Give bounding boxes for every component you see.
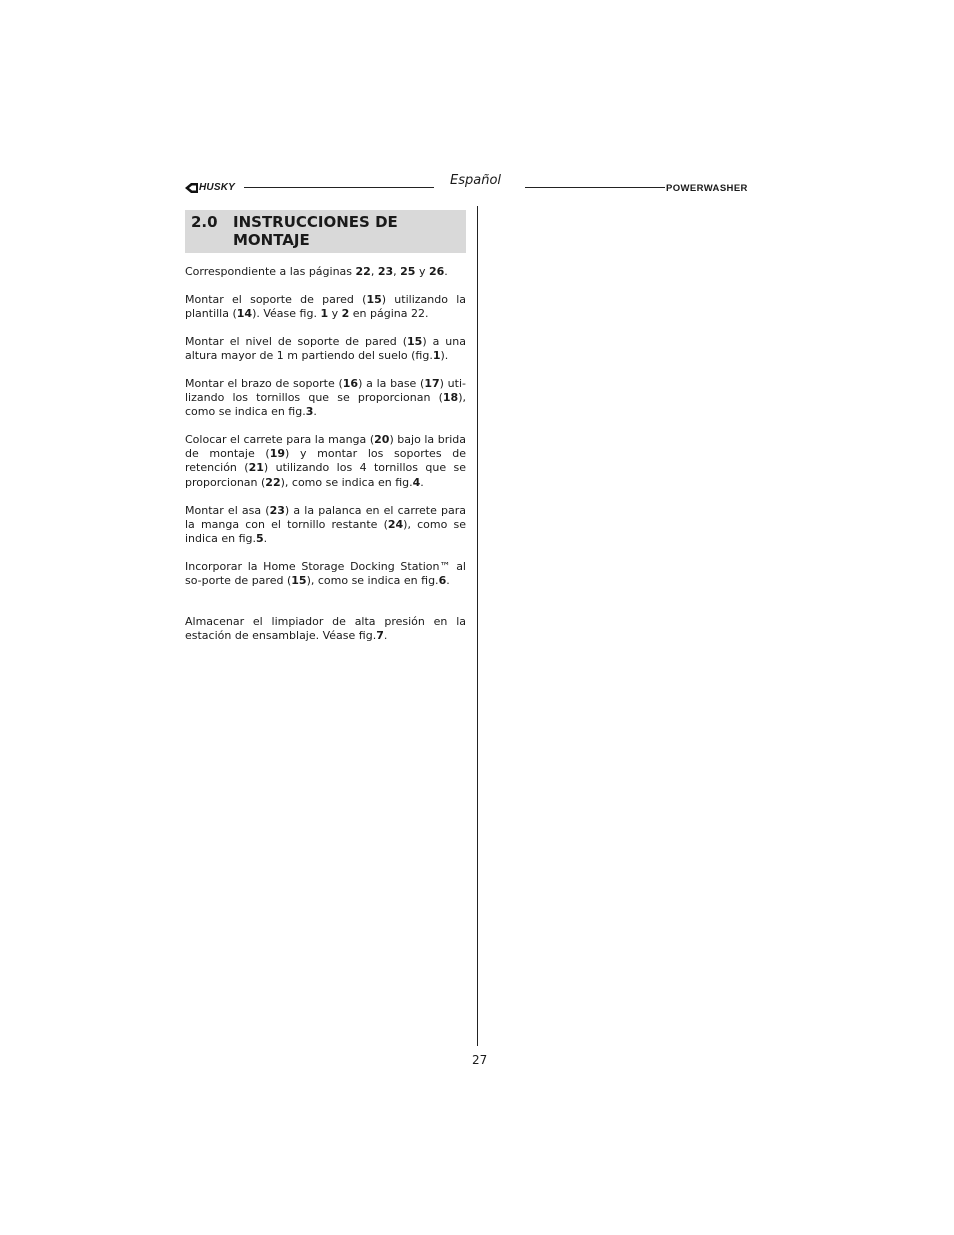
reference-number: 23 <box>377 265 394 278</box>
paragraph-text: . <box>420 475 424 489</box>
reference-number: 3 <box>305 405 314 419</box>
paragraph-text: ), como se indica en fig. <box>306 574 439 588</box>
paragraph-text: ) utilizando los 4 tornillos que se proporcionan ( <box>185 461 466 489</box>
page-number: 27 <box>472 1053 488 1067</box>
reference-number: 24 <box>387 518 404 532</box>
paragraph-text: Colocar el carrete para la manga ( <box>185 433 375 446</box>
paragraph-text: ) a la base ( <box>358 377 425 390</box>
reference-number: 14 <box>236 307 253 321</box>
reference-number: 4 <box>412 475 421 489</box>
language-label: Español <box>450 173 502 188</box>
paragraph-text: , <box>393 265 401 278</box>
paragraph <box>185 265 466 279</box>
paragraph-text: . <box>444 265 448 278</box>
reference-number: 23 <box>269 504 285 517</box>
reference-number: 26 <box>428 265 445 278</box>
reference-number: 2 <box>341 307 350 321</box>
paragraph-text: ), como se indica en fig. <box>185 518 466 546</box>
paragraph-text: ). Véase fig. <box>252 307 321 321</box>
paragraph-text: ), como se indica en fig. <box>280 475 413 489</box>
reference-number: 22 <box>355 265 371 278</box>
paragraph-text: . <box>313 405 317 419</box>
header-rule-right <box>525 187 665 188</box>
reference-number: 22 <box>265 475 281 489</box>
paragraph <box>185 335 466 363</box>
paragraph-text: Incorporar la Home Storage Docking Station™ al so-porte de pared ( <box>185 560 466 588</box>
paragraph-text: ). <box>440 349 449 363</box>
paragraph <box>185 293 466 321</box>
husky-logo <box>185 181 241 195</box>
reference-number: 6 <box>438 574 447 588</box>
paragraph-text: en página 22. <box>349 307 429 321</box>
reference-number: 25 <box>400 265 416 278</box>
paragraph-text: ) utilizando la plantilla ( <box>185 293 466 321</box>
section-title: INSTRUCCIONES DE MONTAJE <box>233 213 398 249</box>
paragraph <box>185 504 466 547</box>
paragraph-text: ) y montar los soportes de retención ( <box>185 447 466 475</box>
paragraph-text: . <box>383 629 388 643</box>
paragraph-text: ) a una altura mayor de 1 m partiendo del suelo (fig. <box>185 335 466 363</box>
reference-number: 15 <box>366 293 382 306</box>
reference-number: 16 <box>342 377 359 390</box>
logo-wordmark: HUSKY <box>199 182 236 193</box>
reference-number: 7 <box>376 629 384 643</box>
column-divider <box>477 206 478 1046</box>
paragraph <box>185 615 466 643</box>
reference-number: 5 <box>256 532 264 546</box>
paragraph-text: ) bajo la brida de montaje ( <box>185 433 466 461</box>
paragraph-text: Montar el brazo de soporte ( <box>185 377 343 390</box>
section-heading <box>185 210 466 253</box>
paragraph <box>185 377 466 420</box>
reference-number: 1 <box>320 307 329 321</box>
paragraph <box>185 433 466 490</box>
paragraph-text: Montar el soporte de pared ( <box>185 293 367 306</box>
reference-number: 18 <box>442 391 459 405</box>
header-rule-left <box>244 187 434 188</box>
reference-number: 1 <box>432 349 441 363</box>
paragraph-text: , <box>370 265 378 278</box>
paragraph-text: ) a la palanca en el carrete para la manga con el tornillo restante ( <box>185 504 466 532</box>
reference-number: 19 <box>269 447 286 461</box>
reference-number: 20 <box>374 433 390 446</box>
paragraph-text: . <box>446 574 450 588</box>
paragraph-text: y <box>328 307 342 321</box>
paragraph-text: ), como se indica en fig. <box>185 391 466 419</box>
section-number: 2.0 <box>191 213 218 231</box>
paragraph-text: Montar el nivel de soporte de pared ( <box>185 335 408 348</box>
reference-number: 15 <box>407 335 423 348</box>
reference-number: 17 <box>424 377 440 390</box>
reference-number: 15 <box>291 574 307 588</box>
paragraph-text: . <box>263 532 268 546</box>
brand-label: POWERWASHER <box>666 183 748 194</box>
paragraph-text: Almacenar el limpiador de alta presión en la estación de ensamblaje. Véase fig. <box>185 615 466 643</box>
paragraph-text: ) uti-lizando los tornillos que se proporcionan ( <box>185 377 466 405</box>
paragraph-text: Correspondiente a las páginas <box>185 265 356 278</box>
reference-number: 21 <box>248 461 264 475</box>
husky-arrow-icon <box>185 182 199 194</box>
paragraph-text: y <box>415 265 429 278</box>
paragraph <box>185 560 466 588</box>
paragraph-text: Montar el asa ( <box>185 504 270 517</box>
